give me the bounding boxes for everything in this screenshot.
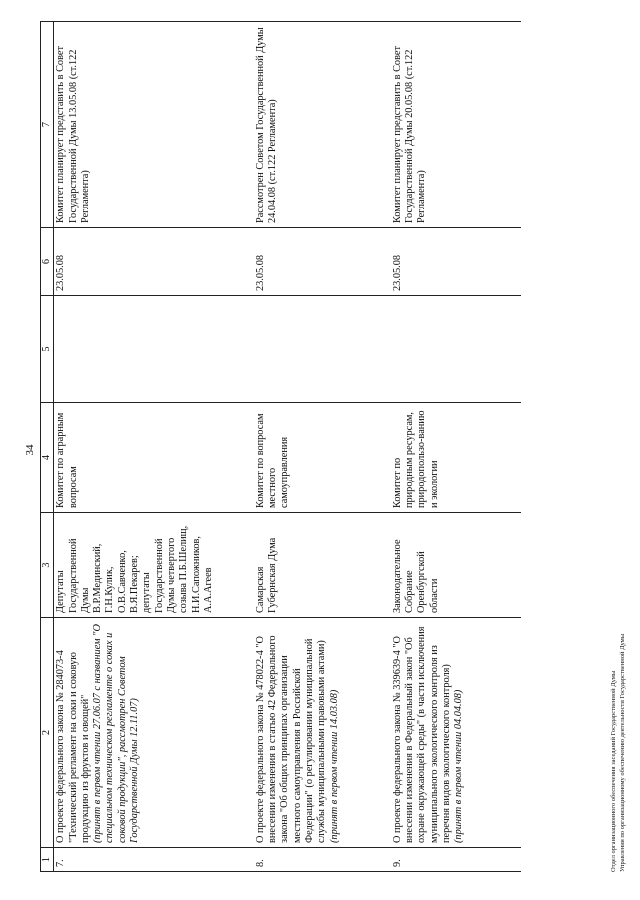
bill-note: (принят в первом чтении 27.06.07 с названием "О специальном техническом регламенте о соках и соковой продукции", рассмотрен Советом Государственной Думы 12.11.07) [92,624,141,843]
status-cell: Комитет планирует представить в Совет Государственной Думы 20.05.08 (ст.122 Регламента) [391,22,521,228]
row-number: 7. [54,848,254,872]
column-header-7: 7 [41,22,54,228]
date-cell: 23.05.08 [54,228,254,296]
initiator-cell: Депутаты Государственной Думы В.Р.Мединский, Г.Н.Кулик, О.В.Савченко, В.Я.Пекарев; депутаты Государственной Думы четвертого созыва П.Б.Шелищ, Н.И.Сапожников, А.А.Агеев [54,513,254,618]
column-header-6: 6 [41,228,54,296]
footer-directorate-line: Управления по организационному обеспечению деятельности Государственной Думы [619,633,626,872]
column-header-4: 4 [41,403,54,513]
page-number: 34 [24,444,36,456]
table-row [254,22,391,872]
column-5-cell [254,296,391,403]
row-number: 9. [391,848,521,872]
date-cell: 23.05.08 [254,228,391,296]
bill-cell [254,618,391,848]
status-cell: Рассмотрен Советом Государственной Думы 24.04.08 (ст.122 Регламента) [254,22,391,228]
status-cell: Комитет планирует представить в Совет Государственной Думы 13.05.08 (ст.122 Регламента) [54,22,254,228]
date-cell: 23.05.08 [391,228,521,296]
column-header-3: 3 [41,513,54,618]
column-5-cell [54,296,254,403]
column-header-2: 2 [41,618,54,848]
column-header-1: 1 [41,848,54,872]
table-row [391,22,521,872]
bill-cell [54,618,254,848]
bill-note: (принят в первом чтении 14.03.08) [328,689,340,843]
committee-cell: Комитет по вопросам местного самоуправления [254,403,391,513]
row-number: 8. [254,848,391,872]
bill-cell [391,618,521,848]
initiator-cell: Самарская Губернская Дума [254,513,391,618]
bill-title: О проекте федерального закона № 478022-4 "О внесении изменения в статью 42 Федерального закона "Об общих принципах организации местного самоуправления в Российской Федерации" (о регулировании муниципальной службы муниципальными правовыми актами) [254,635,328,843]
column-header-5: 5 [41,296,54,403]
committee-cell: Комитет по природным ресурсам, природопользо-ванию и экологии [391,403,521,513]
bill-title: О проекте федерального закона № 339639-4 "О внесении изменения в Федеральный закон "Об охране окружающей среды" (в части исключения муниципального экологического контроля из перечня видов экологического контроля) [391,626,452,843]
footer-department-line: Отдел организационного обеспечения заседаний Государственной Думы [610,670,617,872]
column-number-header-row [41,22,54,872]
column-5-cell [391,296,521,403]
bills-table [40,21,521,872]
committee-cell: Комитет по аграрным вопросам [54,403,254,513]
bill-title: О проекте федерального закона № 284073-4 "Технический регламент на соки и соковую продукцию из фруктов и овощей" [55,650,91,843]
table-row [54,22,254,872]
bill-note: (принят в первом чтении 04.04.08) [453,689,465,843]
initiator-cell: Законодательное Собрание Оренбургской области [391,513,521,618]
